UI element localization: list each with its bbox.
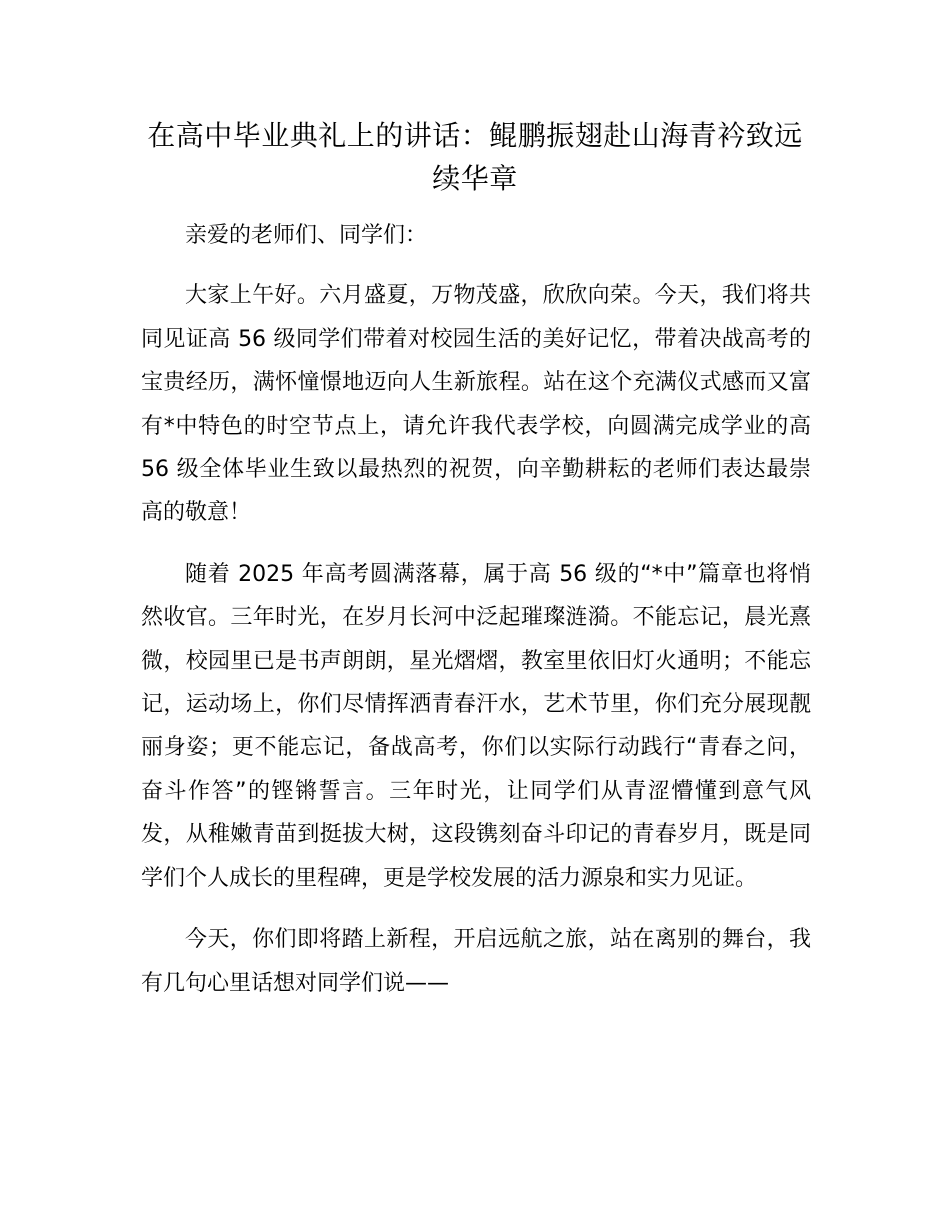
document-body [141, 214, 811, 1023]
paragraph-memories: 随着 2025 年高考圆满落幕，属于高 56 级的“*中”篇章也将悄然收官。三年时光，在岁月长河中泛起璀璨涟漪。不能忘记，晨光熹微，校园里已是书声朗朗，星光熠熠，教室里依旧灯火通明；不能忘记，运动场上，你们尽情挥洒青春汗水，艺术节里，你们充分展现靓丽身姿；更不能忘记，备战高考，你们以实际行动践行“青春之问，奋斗作答”的铿锵誓言。三年时光，让同学们从青涩懵懂到意气风发，从稚嫩青苗到挺拔大树，这段镌刻奋斗印记的青春岁月，既是同学们个人成长的里程碑，更是学校发展的活力源泉和实力见证。 [141, 561, 811, 891]
paragraph-greeting: 大家上午好。六月盛夏，万物茂盛，欣欣向荣。今天，我们将共同见证高 56 级同学们带着对校园生活的美好记忆，带着决战高考的宝贵经历，满怀憧憬地迈向人生新旅程。站在这个充满仪式感而又富有*中特色的时空节点上，请允许我代表学校，向圆满完成学业的高 56 级全体毕业生致以最热烈的祝贺，向辛勤耕耘的老师们表达最崇高的敬意！ [141, 283, 811, 526]
document-title: 在高中毕业典礼上的讲话：鲲鹏振翅赴山海青衿致远续华章 [147, 119, 803, 195]
paragraph-farewell: 今天，你们即将踏上新程，开启远航之旅，站在离别的舞台，我有几句心里话想对同学们说—— [141, 927, 811, 996]
salutation: 亲爱的老师们、同学们： [185, 223, 428, 248]
